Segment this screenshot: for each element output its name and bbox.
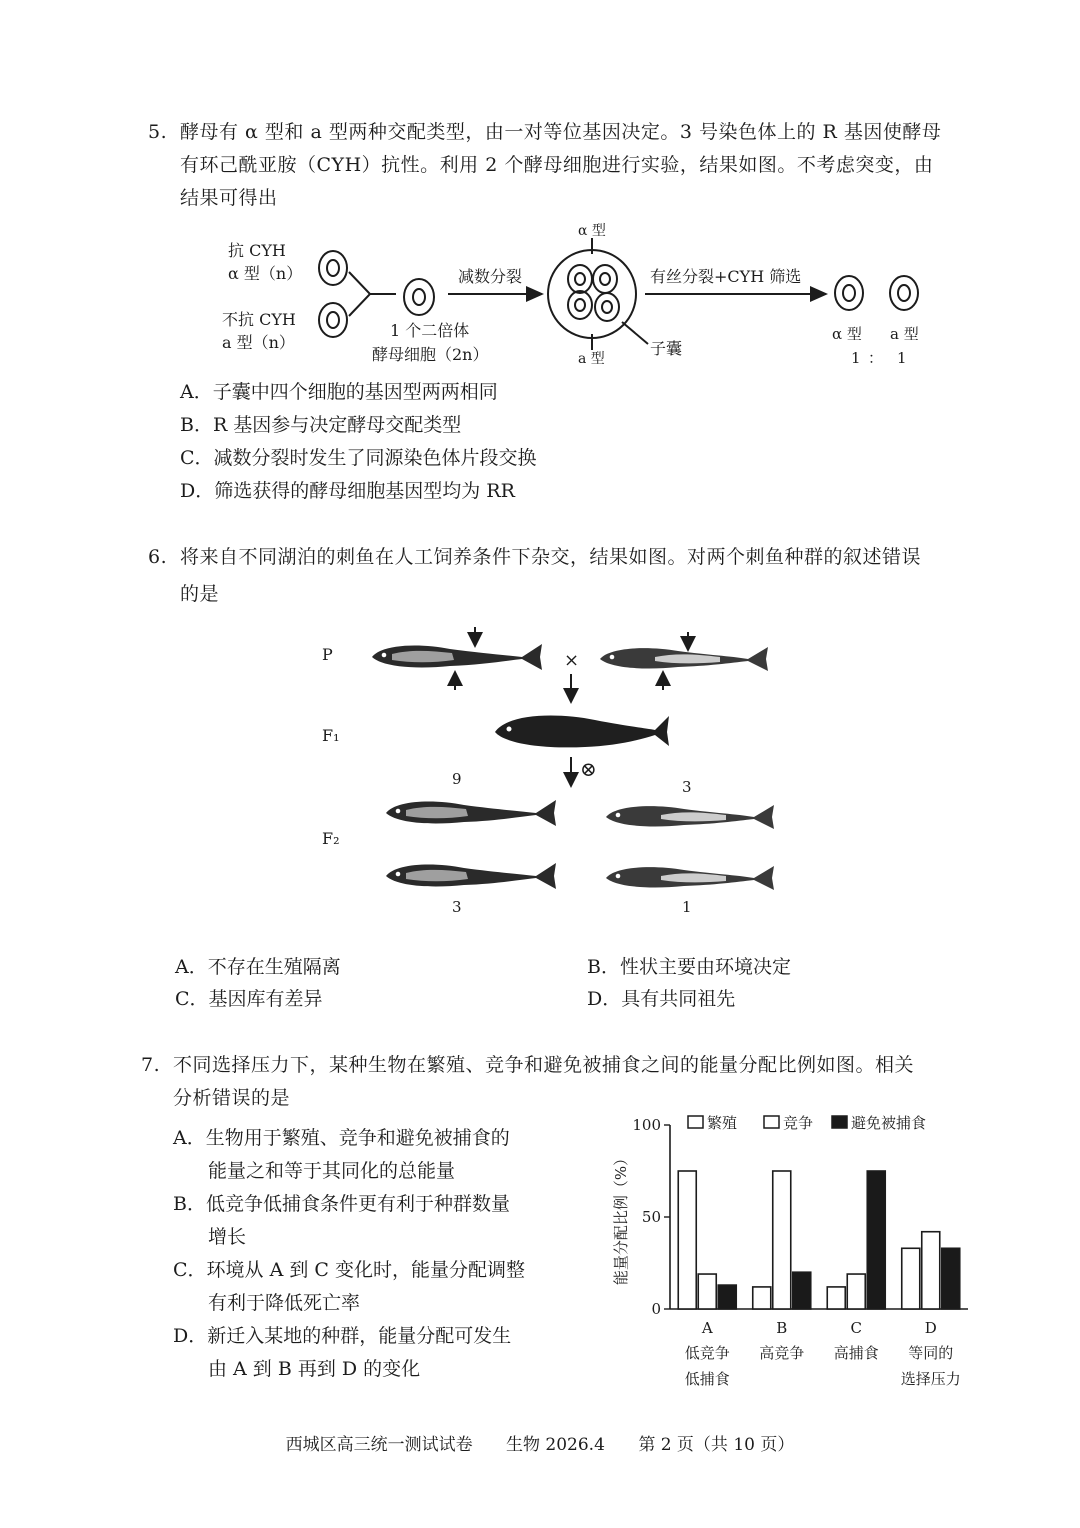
ratio-colon: ： <box>868 349 884 367</box>
cell1-label-b: α 型（n） <box>228 264 303 283</box>
bar-D-繁殖 <box>902 1248 920 1309</box>
cell1-label-a: 抗 CYH <box>228 241 286 260</box>
q7-stem-line2: 分析错误的是 <box>173 1087 291 1109</box>
p-fish-right <box>600 647 768 671</box>
q6-option-b[interactable]: B．性状主要由环境决定 <box>587 956 791 978</box>
footer-school: 西城区高三统一测试试卷 <box>285 1435 473 1455</box>
q6-option-c[interactable]: C．基因库有差异 <box>175 988 323 1010</box>
x-sublabel-A-2: 低捕食 <box>684 1370 730 1388</box>
q5-option-a[interactable]: A．子囊中四个细胞的基因型两两相同 <box>180 381 498 403</box>
q6-stem-line1: 将来自不同湖泊的刺鱼在人工饲养条件下杂交，结果如图。对两个刺鱼种群的叙述错误 <box>180 546 922 568</box>
result1-label: α 型 <box>832 325 862 343</box>
cell2-label-a: 不抗 CYH <box>222 310 296 329</box>
f2-fish-3b <box>386 863 556 889</box>
q5-option-c[interactable]: C．减数分裂时发生了同源染色体片段交换 <box>180 447 537 469</box>
footer-subject: 生物 2026.4 <box>506 1435 605 1455</box>
bar-A-竞争 <box>698 1274 716 1309</box>
page-footer <box>0 1430 1080 1455</box>
x-sublabel-D-2: 选择压力 <box>900 1370 961 1388</box>
bar-B-避免被捕食 <box>793 1272 811 1309</box>
f2-fish-1 <box>606 866 774 890</box>
f2-fish-3a <box>606 805 774 829</box>
q6-option-a[interactable]: A．不存在生殖隔离 <box>175 956 341 978</box>
f1-label: F₁ <box>322 726 340 745</box>
q7-option-d-line1[interactable]: D．新迁入某地的种群，能量分配可发生 <box>173 1325 512 1347</box>
q5-option-d[interactable]: D．筛选获得的酵母细胞基因型均为 RR <box>180 480 515 502</box>
x-sublabel-A-1: 低竞争 <box>684 1344 730 1362</box>
ascus-bottom-label: a 型 <box>578 351 605 367</box>
bar-B-繁殖 <box>753 1287 771 1309</box>
bar-D-避免被捕食 <box>942 1248 960 1309</box>
footer-page: 第 2 页（共 10 页） <box>638 1435 795 1455</box>
legend-label-繁殖: 繁殖 <box>707 1114 738 1132</box>
f1-fish <box>495 716 669 748</box>
q7-stem-line1: 不同选择压力下，某种生物在繁殖、竞争和避免被捕食之间的能量分配比例如图。相关 <box>173 1054 915 1076</box>
q5-stem-line3: 结果可得出 <box>180 187 278 209</box>
bar-D-竞争 <box>922 1232 940 1309</box>
q5-stem-line1: 酵母有 α 型和 a 型两种交配类型，由一对等位基因决定。3 号染色体上的 R 基因使酵母 <box>180 121 942 143</box>
q7-option-c-line2: 有利于降低死亡率 <box>208 1292 361 1314</box>
x-label-C: C <box>850 1319 862 1337</box>
diploid-label-a: 1 个二倍体 <box>390 321 470 340</box>
x-sublabel-B-1: 高竞争 <box>759 1344 805 1362</box>
q7-option-c-line1[interactable]: C．环境从 A 到 C 变化时，能量分配调整 <box>173 1259 525 1281</box>
q5-option-b[interactable]: B．R 基因参与决定酵母交配类型 <box>180 414 462 436</box>
f2-count-3b: 3 <box>452 898 462 916</box>
bar-A-繁殖 <box>678 1171 696 1309</box>
bar-A-避免被捕食 <box>718 1285 736 1309</box>
cross-symbol: × <box>564 650 580 671</box>
q7-number: 7. <box>141 1054 161 1076</box>
f2-count-9: 9 <box>452 770 462 788</box>
legend-label-竞争: 竞争 <box>783 1114 814 1132</box>
q7-option-a-line1[interactable]: A．生物用于繁殖、竞争和避免被捕食的 <box>173 1127 510 1149</box>
p-label: P <box>322 645 333 664</box>
chart-ylabel: 能量分配比例（%） <box>612 1150 630 1286</box>
q6-number: 6. <box>148 546 168 568</box>
f2-label: F₂ <box>322 829 340 848</box>
ascus-top-label: α 型 <box>578 223 606 239</box>
ratio-1: 1 <box>851 349 861 367</box>
self-cross-symbol: ⊗ <box>580 757 597 781</box>
bar-B-竞争 <box>773 1171 791 1309</box>
y-tick-label-100: 100 <box>632 1116 661 1134</box>
x-label-D: D <box>924 1319 937 1337</box>
q5-number: 5. <box>148 121 168 143</box>
f2-count-1: 1 <box>682 898 692 916</box>
q6-option-d[interactable]: D．具有共同祖先 <box>587 988 736 1010</box>
q7-option-d-line2: 由 A 到 B 再到 D 的变化 <box>208 1358 421 1380</box>
x-sublabel-D-1: 等同的 <box>908 1344 954 1362</box>
legend-swatch-竞争 <box>764 1116 779 1128</box>
q6-stem-line2: 的是 <box>180 583 220 605</box>
q5-stem-line2: 有环己酰亚胺（CYH）抗性。利用 2 个酵母细胞进行实验，结果如图。不考虑突变，由 <box>180 154 934 176</box>
q7-option-b-line1[interactable]: B．低竞争低捕食条件更有利于种群数量 <box>173 1193 510 1215</box>
meiosis-label: 减数分裂 <box>458 267 523 286</box>
mitosis-label: 有丝分裂+CYH 筛选 <box>650 267 802 286</box>
ascus-label: 子囊 <box>650 339 683 358</box>
q7-option-b-line2: 增长 <box>208 1226 247 1248</box>
legend-swatch-避免被捕食 <box>832 1116 847 1128</box>
bar-C-竞争 <box>847 1274 865 1309</box>
legend-label-避免被捕食: 避免被捕食 <box>851 1114 927 1132</box>
x-label-B: B <box>776 1319 788 1337</box>
diploid-label-b: 酵母细胞（2n） <box>372 345 489 364</box>
x-sublabel-C-1: 高捕食 <box>833 1344 879 1362</box>
x-label-A: A <box>701 1319 713 1337</box>
legend-swatch-繁殖 <box>688 1116 703 1128</box>
f2-count-3a: 3 <box>682 778 692 796</box>
ratio-2: 1 <box>897 349 907 367</box>
y-tick-label-0: 0 <box>651 1300 661 1318</box>
q7-option-a-line2: 能量之和等于其同化的总能量 <box>208 1160 456 1182</box>
energy-allocation-chart <box>600 1100 980 1400</box>
bar-C-繁殖 <box>827 1287 845 1309</box>
y-tick-label-50: 50 <box>641 1208 661 1226</box>
cell2-label-b: a 型（n） <box>222 333 295 352</box>
result2-label: a 型 <box>890 325 919 343</box>
f2-fish-9 <box>386 800 556 826</box>
p-fish-left <box>372 644 542 670</box>
bar-C-避免被捕食 <box>867 1171 885 1309</box>
